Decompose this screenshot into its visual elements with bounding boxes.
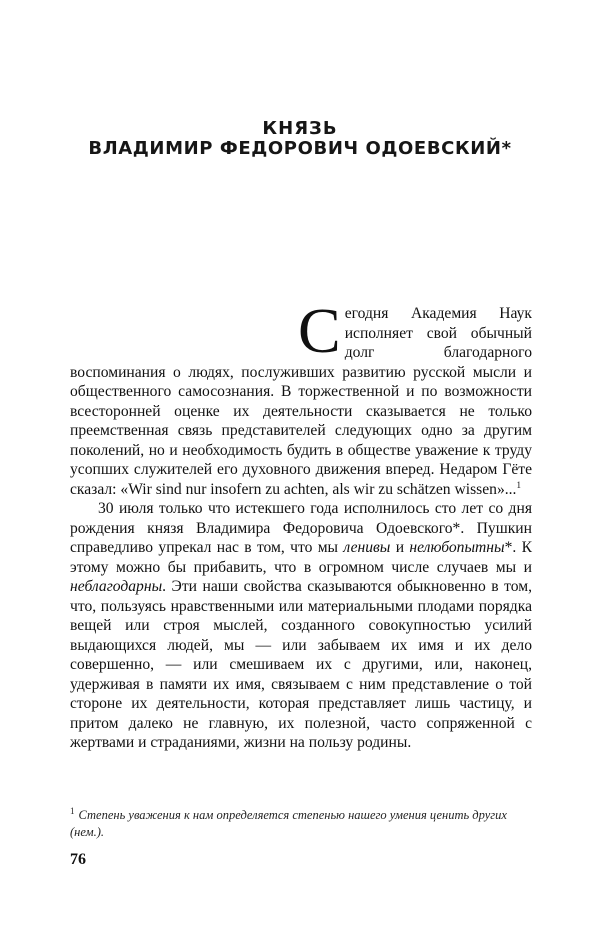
footnote-marker: 1: [70, 806, 75, 816]
title-line-2: ВЛАДИМИР ФЕДОРОВИЧ ОДОЕВСКИЙ*: [88, 138, 512, 159]
emphasis-lenivy: ленивы: [343, 539, 391, 556]
emphasis-neblagodarny: неблагодарны: [70, 578, 163, 595]
paragraph-1: [70, 295, 532, 499]
paragraph-2-part-b: *. К этому можно бы прибавить, что в огромном числе случаев мы и: [70, 539, 533, 576]
footnote: [70, 803, 530, 841]
footnote-reference: 1: [516, 479, 521, 490]
emphasis-nelyubopytny: нелюбопытны: [409, 539, 505, 556]
paragraph-2: [70, 499, 532, 753]
paragraph-2-part-c: . Эти наши свойства сказываются обыкновенно в том, что, пользуясь нравственными или материальными плодами порядка вещей или строя мыслей, созданного совокупностью усилий выдающихся людей, мы — или забываем их имя и их дело совершенно, — или смешиваем их с другими, или, наконец, удерживая в памяти их имя, связываем с ним представление о той стороне их деятельности, которая представляет лишь частицу, и притом далеко не главную, их полезной, часто сопряженной с жертвами и страданиями, жизни на пользу родины.: [70, 578, 532, 751]
conjunction: и: [395, 539, 405, 556]
article-body: [70, 295, 533, 753]
drop-cap: С: [298, 295, 341, 366]
title-line-1: КНЯЗЬ: [262, 118, 338, 139]
paragraph-1-text: егодня Академия Наук исполняет свой обычный долг благодарного воспоминания о людях, послуживших развитию русской мысли и общественного самосознания. В торжественной и по возможности всесторонней оценке их деятельности сказывается не только преемственная связь представителей следующих одно за другим поколений, но и необходимость будить в обществе уважение к труду усопших служителей его духовного движения вперед. Недаром Гёте сказал: «Wir sind nur insofern zu achten, als wir zu schätzen wissen»...: [70, 305, 532, 498]
paragraph-2-part-a: 30 июля только что истекшего года исполнилось сто лет со дня рождения князя Владимира Федоровича Одоевского*. Пушкин справедливо упрекал нас в том, что мы: [70, 500, 532, 556]
footnote-text: Степень уважения к нам определяется степенью нашего умения ценить других (нем.).: [70, 808, 507, 840]
page-number: 76: [70, 851, 86, 868]
